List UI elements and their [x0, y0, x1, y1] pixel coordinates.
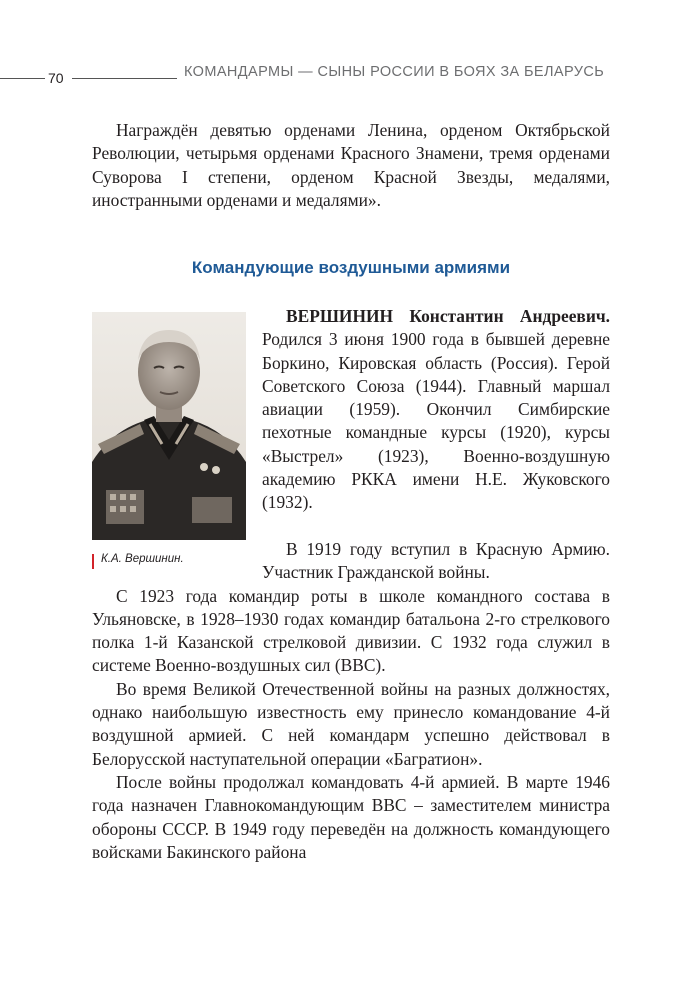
bio-paragraph-4: Во время Великой Отечественной войны на разных должностях, однако наибольшую известность ему принесло командование 4-й воздушной армией. С ней командарм успешно действовал в Белорусской наступательной операции «Багратион».: [92, 678, 610, 769]
bio-intro-block: [262, 305, 610, 515]
header-rule-mid: [72, 78, 177, 79]
portrait-photo: [92, 312, 246, 540]
portrait-illustration: [92, 312, 246, 540]
running-title: КОМАНДАРМЫ — СЫНЫ РОССИИ В БОЯХ ЗА БЕЛАРУСЬ: [184, 64, 605, 80]
bio-body: [92, 538, 610, 864]
page-number: 70: [48, 70, 64, 86]
bio-intro-paragraph: [262, 305, 610, 515]
bio-paragraph-5: После войны продолжал командовать 4-й армией. В марте 1946 года назначен Главнокомандующим ВВС – заместителем министра обороны СССР. В 1949 году переведён на должность командующего войсками Бакинского района: [92, 771, 610, 862]
intro-paragraph-text: Награждён девятью орденами Ленина, орденом Октябрьской Революции, четырьмя орденами Красного Знамени, тремя орденами Суворова I степени, орденом Красной Звезды, медалями, иностранными орденами и медалями».: [92, 120, 610, 210]
photo-caption: К.А. Вершинин.: [101, 553, 184, 565]
section-heading: Командующие воздушными армиями: [191, 258, 511, 277]
bio-paragraph-3: С 1923 года командир роты в школе командного состава в Ульяновске, в 1928–1930 годах командир батальона 2-го стрелкового полка 1-й Казанской стрелковой дивизии. С 1932 года служил в системе Военно-воздушных сил (ВВС).: [92, 585, 610, 676]
bio-paragraph-2: В 1919 году вступил в Красную Армию. Участник Гражданской войны.: [262, 539, 610, 583]
intro-paragraph: [92, 119, 610, 212]
header-rule-left: [0, 78, 45, 79]
bio-name: ВЕРШИНИН Константин Андреевич.: [286, 306, 610, 326]
bio-intro-text: Родился 3 июня 1900 года в бывшей деревне Боркино, Кировская область (Россия). Герой Советского Союза (1944). Главный маршал авиации (1959). Окончил Симбирские пехотные командные курсы (1920), курсы «Выстрел» (1923), Военно-воздушную академию РККА имени Н.Е. Жуковского (1932).: [262, 329, 610, 513]
